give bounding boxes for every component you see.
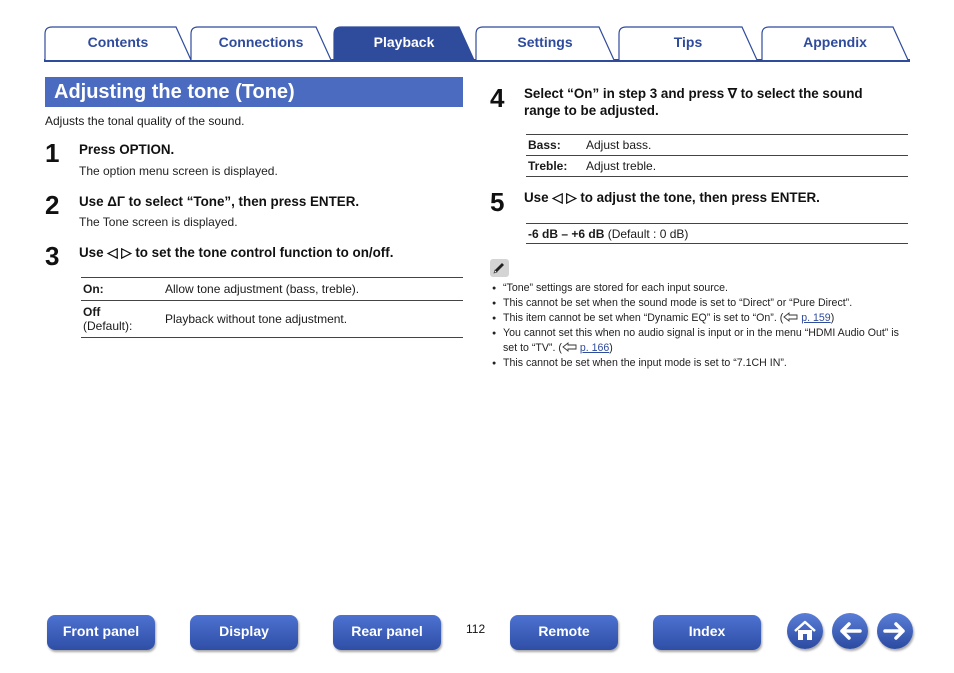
- range-value: -6 dB – +6 dB: [528, 227, 605, 241]
- tab-appendix-label: Appendix: [803, 34, 867, 50]
- tab-appendix[interactable]: [761, 26, 909, 60]
- tab-connections-label: Connections: [218, 34, 304, 50]
- step-4-number: 4: [490, 83, 505, 113]
- page-link-166[interactable]: p. 166: [579, 342, 610, 354]
- tab-tips-label: Tips: [673, 34, 703, 50]
- table-value: Allow tone adjustment (bass, treble).: [165, 282, 360, 296]
- pencil-icon: [490, 259, 509, 277]
- forward-button[interactable]: [877, 613, 913, 649]
- table-value: Adjust bass.: [586, 138, 652, 152]
- step-4-title: [524, 85, 863, 119]
- table-key: On:: [83, 282, 104, 296]
- page-reference-icon: [562, 342, 577, 352]
- table-key-rest: (Default):: [83, 319, 133, 333]
- list-item: ● This item cannot be set when “Dynamic EQ” is set to “On”. ( p. 159): [492, 311, 912, 326]
- table-row: [81, 301, 463, 338]
- table-key: Treble:: [528, 159, 568, 173]
- display-button[interactable]: Display: [190, 615, 298, 650]
- tab-tips[interactable]: [618, 26, 758, 60]
- list-item: [492, 296, 912, 311]
- step-4-title-line1: Select “On” in step 3 and press ∇ to select the sound: [524, 86, 863, 101]
- tab-contents[interactable]: [44, 26, 192, 60]
- table-key-bold: Off: [83, 305, 101, 319]
- table-key: Bass:: [528, 138, 561, 152]
- list-item: [492, 281, 912, 296]
- page-reference-icon: [783, 312, 798, 322]
- step-1-number: 1: [45, 138, 60, 168]
- tone-range-table: [526, 134, 908, 177]
- step-2-description: The Tone screen is displayed.: [79, 215, 238, 229]
- step-2-number: 2: [45, 190, 60, 220]
- chapter-tabs: [44, 26, 910, 62]
- table-row: [526, 156, 908, 177]
- step-4-title-line2: range to be adjusted.: [524, 103, 659, 118]
- note-text: This cannot be set when the sound mode is set to “Direct” or “Pure Direct”.: [503, 297, 853, 309]
- page-link-159[interactable]: p. 159: [801, 312, 831, 324]
- tone-onoff-table: [81, 277, 463, 338]
- page-number: 112: [466, 622, 486, 636]
- table-key: [81, 301, 165, 338]
- note-text: You cannot set this when no audio signal is input or in the menu “HDMI Audio Out” is set to “TV”.: [503, 327, 899, 354]
- table-value: Playback without tone adjustment.: [165, 312, 348, 326]
- front-panel-button[interactable]: Front panel: [47, 615, 155, 650]
- arrow-right-icon: [877, 613, 913, 649]
- rear-panel-button[interactable]: Rear panel: [333, 615, 441, 650]
- table-value: Adjust treble.: [586, 159, 657, 173]
- section-title-bar: [45, 77, 463, 107]
- list-item: ● You cannot set this when no audio signal is input or in the menu “HDMI Audio Out” is set to “TV”. ( p. 166): [492, 326, 912, 356]
- note-text: “Tone” settings are stored for each input source.: [503, 282, 728, 294]
- step-2-title: Use ΔΓ to select “Tone”, then press ENTER.: [79, 194, 360, 209]
- list-item: [492, 356, 912, 371]
- page-title: Adjusting the tone (Tone): [54, 81, 295, 103]
- tab-playback[interactable]: [333, 26, 475, 60]
- table-row: [526, 135, 908, 156]
- step-1-title: Press OPTION.: [79, 142, 175, 157]
- index-button[interactable]: Index: [653, 615, 761, 650]
- home-button[interactable]: [787, 613, 823, 649]
- note-text: This cannot be set when the input mode is set to “7.1CH IN”.: [503, 357, 787, 369]
- range-default: (Default : 0 dB): [607, 227, 689, 241]
- tone-range-value: [526, 223, 908, 244]
- step-3-number: 3: [45, 241, 60, 271]
- tab-settings-label: Settings: [517, 34, 573, 50]
- back-button[interactable]: [832, 613, 868, 649]
- tab-contents-label: Contents: [87, 34, 149, 50]
- remote-button[interactable]: Remote: [510, 615, 618, 650]
- tab-settings[interactable]: [475, 26, 615, 60]
- arrow-left-icon: [832, 613, 868, 649]
- tab-connections[interactable]: [190, 26, 332, 60]
- section-intro: Adjusts the tonal quality of the sound.: [45, 114, 245, 128]
- note-text: This item cannot be set when “Dynamic EQ” is set to “On”.: [503, 312, 777, 324]
- step-5-title: Use ◁ ▷ to adjust the tone, then press ENTER.: [524, 190, 820, 205]
- tab-playback-label: Playback: [373, 34, 435, 50]
- step-5-number: 5: [490, 187, 505, 217]
- table-row: [81, 278, 463, 301]
- step-1-description: The option menu screen is displayed.: [79, 164, 278, 178]
- notes-list: [492, 281, 912, 371]
- home-icon: [787, 613, 823, 649]
- step-3-title: Use ◁ ▷ to set the tone control function to on/off.: [79, 245, 394, 260]
